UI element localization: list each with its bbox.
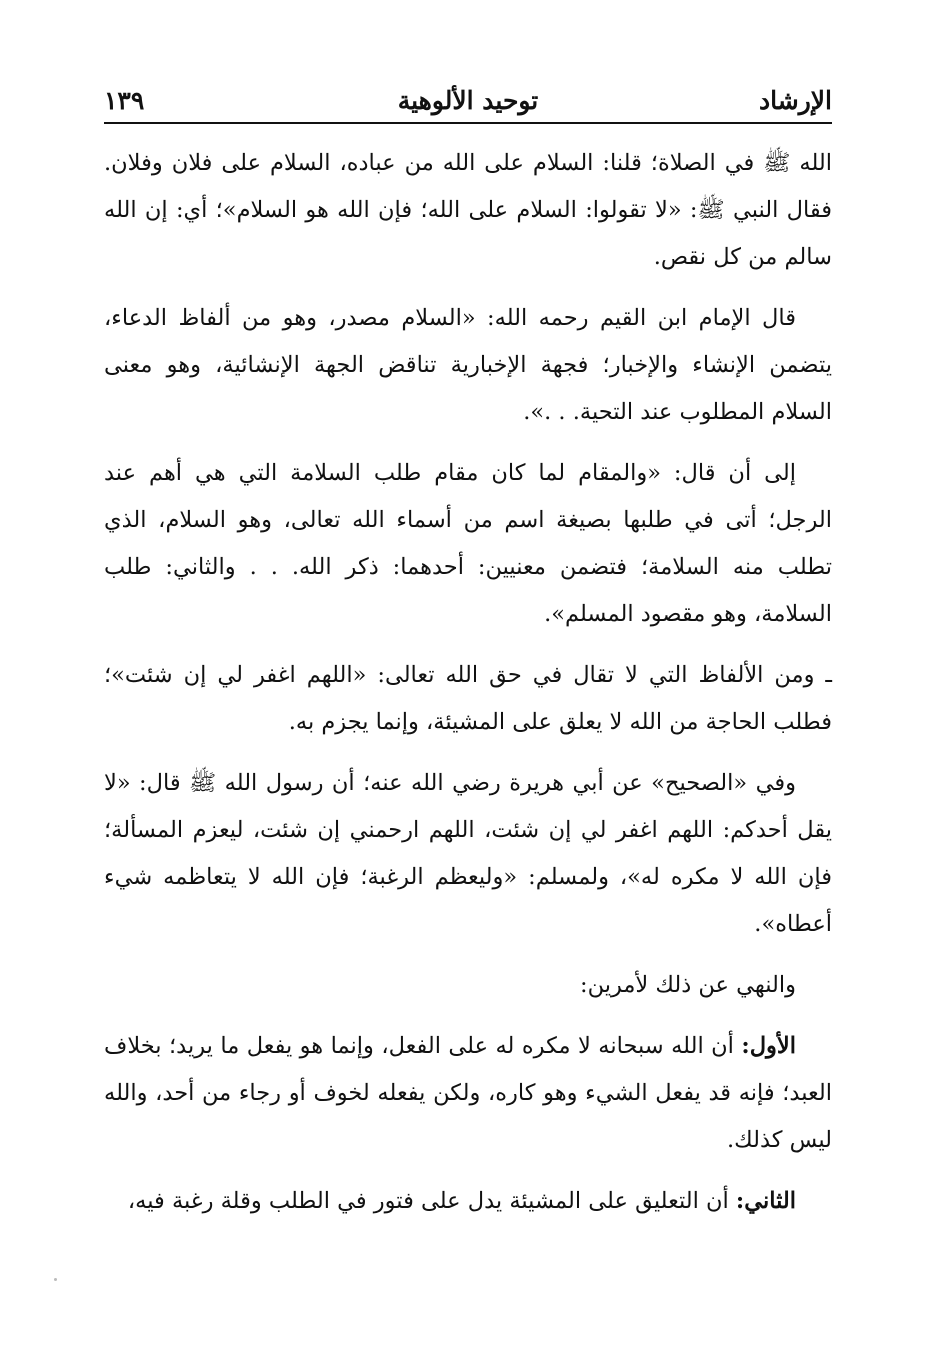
- paragraph-text: ـ ومن الألفاظ التي لا تقال في حق الله تعالى: «اللهم اغفر لي إن شئت»؛ فطلب الحاجة من الله لا يعلق على المشيئة، وإنما يجزم به.: [104, 662, 832, 735]
- chapter-title: توحيد الألوهية: [397, 86, 539, 115]
- document-page: [104, 82, 832, 1239]
- paragraph-text: والنهي عن ذلك لأمرين:: [579, 972, 796, 998]
- paragraph-text: أن الله سبحانه لا مكره له على الفعل، وإنما هو يفعل ما يريد؛ بخلاف العبد؛ فإنه قد يفعل الشيء وهو كاره، ولكن يفعله لخوف أو رجاء من أحد، والله ليس كذلك.: [104, 1033, 832, 1153]
- page-header: [104, 82, 832, 124]
- paragraph-text: وفي «الصحيح» عن أبي هريرة رضي الله عنه؛ أن رسول الله ﷺ قال: «لا يقل أحدكم: اللهم اغفر لي إن شئت، اللهم ارحمني إن شئت، ليعزم المسألة؛ فإن الله لا مكره له»، ولمسلم: «وليعظم الرغبة؛ فإن الله لا يتعاظمه شيء أعطاه».: [104, 770, 832, 937]
- paragraph-text: قال الإمام ابن القيم رحمه الله: «السلام مصدر، وهو من ألفاظ الدعاء، يتضمن الإنشاء والإخبار؛ فجهة الإخبارية تناقض الجهة الإنشائية، وهو معنى السلام المطلوب عند التحية. . .».: [104, 305, 832, 425]
- scan-speck: [54, 1278, 57, 1281]
- page-number: ١٣٩: [104, 86, 145, 115]
- paragraph-label: الأول:: [741, 1033, 796, 1059]
- paragraph-5: [104, 760, 832, 948]
- body-text: [104, 140, 832, 1225]
- paragraph-7: [104, 1023, 832, 1164]
- paragraph-3: [104, 450, 832, 638]
- paragraph-8: [104, 1178, 832, 1225]
- paragraph-label: الثاني:: [735, 1188, 796, 1214]
- book-title: الإرشاد: [759, 86, 832, 115]
- paragraph-4: [104, 652, 832, 746]
- paragraph-text: إلى أن قال: «والمقام لما كان مقام طلب السلامة التي هي أهم عند الرجل؛ أتى في طلبها بصيغة اسم من أسماء الله تعالى، وهو السلام، الذي تطلب منه السلامة؛ فتضمن معنيين: أحدهما: ذكر الله. . . والثاني: طلب السلامة، وهو مقصود المسلم».: [104, 460, 832, 627]
- paragraph-text: الله ﷺ في الصلاة؛ قلنا: السلام على الله من عباده، السلام على فلان وفلان. فقال النبي ﷺ: «لا تقولوا: السلام على الله؛ فإن الله هو السلام»؛ أي: إن الله سالم من كل نقص.: [104, 150, 832, 270]
- paragraph-1: [104, 140, 832, 281]
- paragraph-text: أن التعليق على المشيئة يدل على فتور في الطلب وقلة رغبة فيه،: [127, 1188, 729, 1214]
- paragraph-6: [104, 962, 832, 1009]
- paragraph-2: [104, 295, 832, 436]
